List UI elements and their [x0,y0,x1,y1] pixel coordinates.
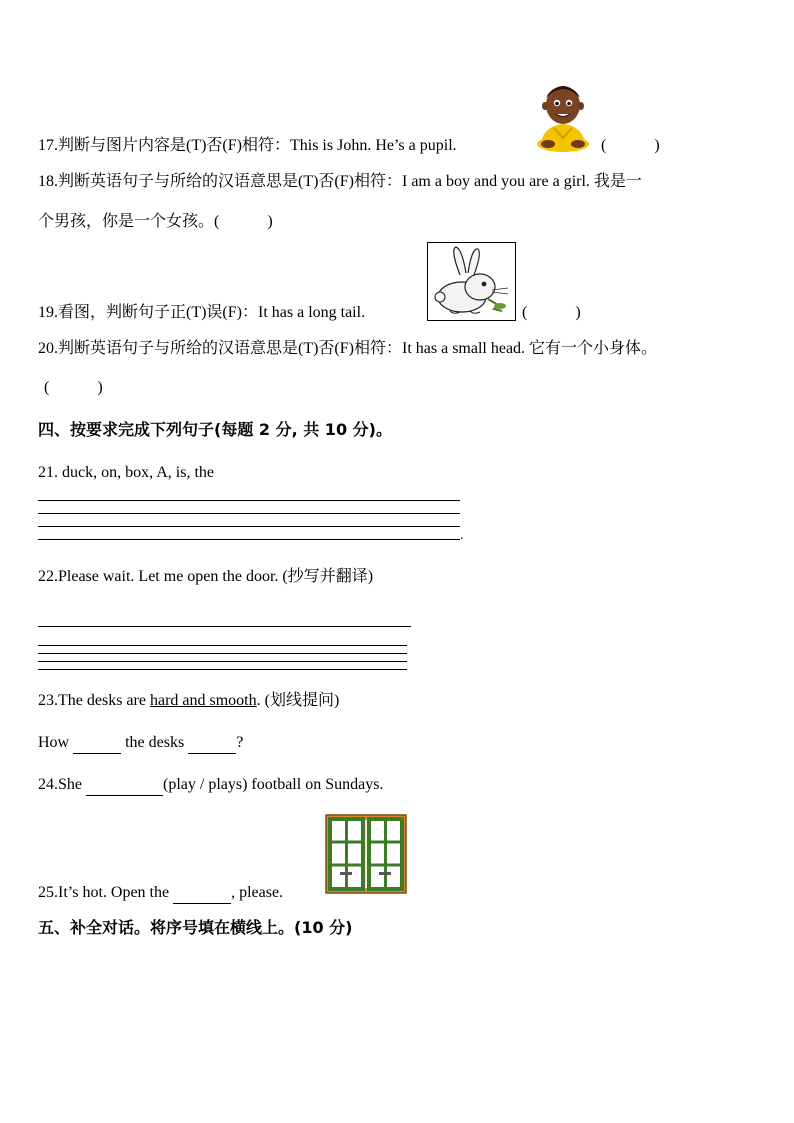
rabbit-icon [427,242,516,321]
question-17-answer-paren[interactable]: ( ) [601,137,660,154]
question-24: 24.She (play / plays) football on Sundays. [38,775,383,796]
question-19-text: 19.看图，判断句子正(T)误(F)：It has a long tail. [38,304,366,321]
question-21: 21. duck, on, box, A, is, the [38,464,214,481]
answer-line[interactable] [38,526,460,527]
question-22: 22.Please wait. Let me open the door. (抄写并翻译) [38,568,374,585]
answer-line[interactable] [38,645,407,646]
fill-blank[interactable] [188,733,236,754]
question-18 [38,172,642,192]
answer-line[interactable] [38,653,407,654]
fill-blank[interactable] [73,733,121,754]
question-17-text: 17.判断与图片内容是(T)否(F)相符：This is John. He’s a pupil. [38,137,457,154]
question-25: 25.It’s hot. Open the , please. [38,883,283,904]
question-19-answer-paren[interactable]: ( ) [522,304,581,321]
question-20-answer-paren[interactable]: ( ) [44,379,103,396]
fill-blank[interactable] [86,775,163,796]
underlined-phrase: hard and smooth [149,692,257,709]
question-19 [38,303,365,323]
answer-line[interactable] [38,661,407,662]
question-17 [38,136,457,156]
question-21-end-mark: . [460,528,464,543]
answer-line[interactable] [38,669,407,670]
window-icon [325,814,407,894]
boy-pupil-icon [532,78,594,152]
question-23: 23.The desks are hard and smooth. (划线提问) [38,692,340,709]
question-18-text: 18.判断英语句子与所给的汉语意思是(T)否(F)相符：I am a boy and you are a girl. 我是一 [38,173,642,190]
question-20 [38,339,657,359]
section-5-heading: 五、补全对话。将序号填在横线上。(10 分) [38,918,353,937]
answer-line[interactable] [38,513,460,514]
question-18-line2[interactable]: 个男孩，你是一个女孩。( ) [38,213,273,230]
question-20-text: 20.判断英语句子与所给的汉语意思是(T)否(F)相符：It has a small head. 它有一个小身体。 [38,340,658,357]
question-23-line2: How the desks ? [38,733,243,754]
fill-blank[interactable] [173,883,231,904]
answer-line[interactable] [38,539,460,540]
answer-line[interactable] [38,626,411,627]
section-4-heading: 四、按要求完成下列句子(每题 2 分, 共 10 分)。 [38,420,392,439]
answer-line[interactable] [38,500,460,501]
